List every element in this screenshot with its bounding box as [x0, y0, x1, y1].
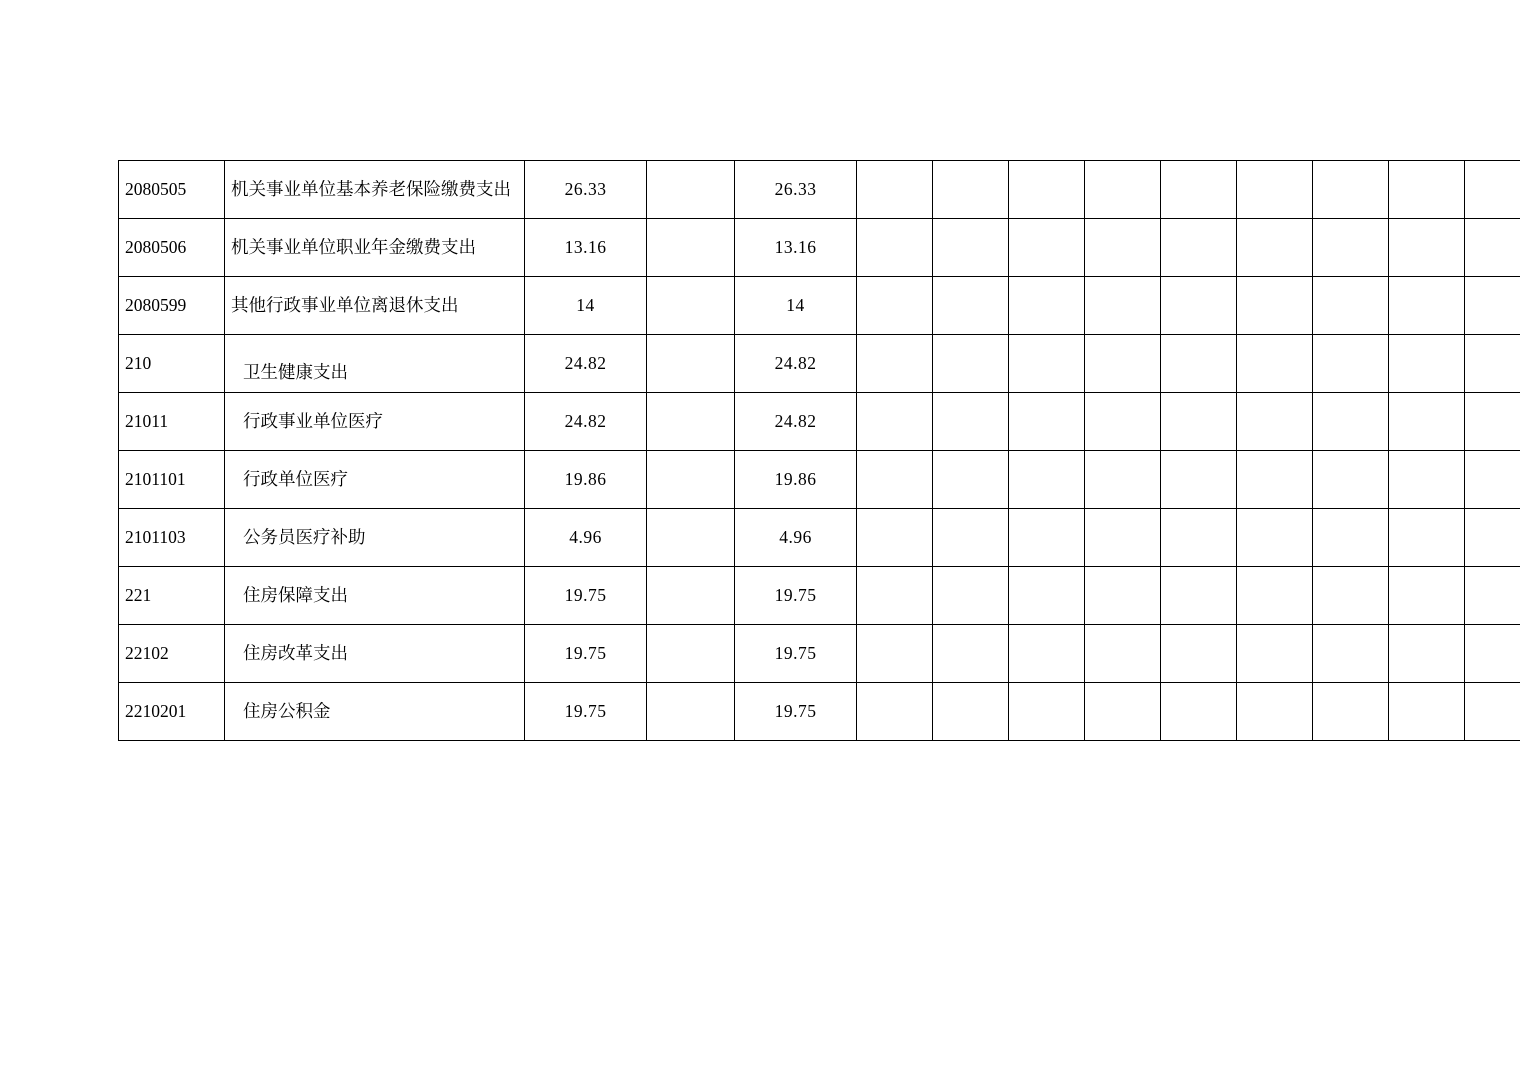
row-value-2	[647, 625, 735, 683]
row-value-12	[1465, 393, 1520, 451]
table-row	[119, 625, 1520, 683]
row-value-6	[1009, 219, 1085, 277]
row-value-6	[1009, 335, 1085, 393]
row-value-1: 24.82	[525, 393, 647, 451]
row-code: 2080599	[119, 277, 225, 335]
row-value-8	[1161, 509, 1237, 567]
row-value-6	[1009, 451, 1085, 509]
row-name: 机关事业单位基本养老保险缴费支出	[225, 161, 525, 219]
row-value-9	[1237, 161, 1313, 219]
row-value-9	[1237, 335, 1313, 393]
budget-table	[118, 160, 1520, 741]
row-value-6	[1009, 393, 1085, 451]
row-value-10	[1313, 277, 1389, 335]
row-value-7	[1085, 567, 1161, 625]
budget-table-container	[118, 160, 1386, 741]
row-value-5	[933, 451, 1009, 509]
row-value-9	[1237, 567, 1313, 625]
table-row	[119, 567, 1520, 625]
row-code: 2080505	[119, 161, 225, 219]
row-value-3: 26.33	[735, 161, 857, 219]
row-value-2	[647, 451, 735, 509]
row-value-11	[1389, 625, 1465, 683]
table-row	[119, 451, 1520, 509]
row-value-12	[1465, 277, 1520, 335]
row-value-12	[1465, 625, 1520, 683]
row-value-6	[1009, 683, 1085, 741]
table-row	[119, 335, 1520, 393]
row-value-4	[857, 567, 933, 625]
budget-table-body	[119, 161, 1520, 741]
row-value-1: 14	[525, 277, 647, 335]
row-value-2	[647, 335, 735, 393]
row-value-1: 19.75	[525, 625, 647, 683]
row-value-9	[1237, 625, 1313, 683]
row-name: 行政单位医疗	[225, 451, 525, 509]
row-value-11	[1389, 451, 1465, 509]
row-value-11	[1389, 567, 1465, 625]
row-value-12	[1465, 683, 1520, 741]
row-value-9	[1237, 277, 1313, 335]
row-value-8	[1161, 393, 1237, 451]
row-value-5	[933, 683, 1009, 741]
row-value-7	[1085, 451, 1161, 509]
row-value-11	[1389, 683, 1465, 741]
row-value-4	[857, 683, 933, 741]
row-name: 公务员医疗补助	[225, 509, 525, 567]
row-code: 2101101	[119, 451, 225, 509]
row-value-7	[1085, 219, 1161, 277]
row-value-1: 19.75	[525, 683, 647, 741]
row-value-10	[1313, 393, 1389, 451]
row-name: 住房公积金	[225, 683, 525, 741]
row-value-9	[1237, 219, 1313, 277]
row-value-10	[1313, 509, 1389, 567]
row-value-2	[647, 393, 735, 451]
row-value-2	[647, 161, 735, 219]
row-name: 住房改革支出	[225, 625, 525, 683]
row-value-3: 19.75	[735, 683, 857, 741]
row-value-4	[857, 277, 933, 335]
row-value-1: 24.82	[525, 335, 647, 393]
row-value-7	[1085, 335, 1161, 393]
row-value-11	[1389, 219, 1465, 277]
table-row	[119, 393, 1520, 451]
row-value-5	[933, 335, 1009, 393]
row-value-9	[1237, 683, 1313, 741]
row-value-4	[857, 335, 933, 393]
row-code: 210	[119, 335, 225, 393]
row-value-6	[1009, 567, 1085, 625]
table-row	[119, 509, 1520, 567]
row-value-7	[1085, 393, 1161, 451]
row-name: 机关事业单位职业年金缴费支出	[225, 219, 525, 277]
row-value-3: 4.96	[735, 509, 857, 567]
row-value-11	[1389, 161, 1465, 219]
row-value-5	[933, 277, 1009, 335]
row-value-8	[1161, 625, 1237, 683]
row-value-6	[1009, 161, 1085, 219]
row-value-3: 24.82	[735, 335, 857, 393]
row-value-2	[647, 509, 735, 567]
row-value-4	[857, 161, 933, 219]
table-row	[119, 683, 1520, 741]
row-value-6	[1009, 509, 1085, 567]
row-value-4	[857, 625, 933, 683]
row-value-4	[857, 451, 933, 509]
row-value-5	[933, 161, 1009, 219]
row-value-12	[1465, 567, 1520, 625]
table-row	[119, 161, 1520, 219]
row-value-2	[647, 277, 735, 335]
row-value-2	[647, 219, 735, 277]
row-value-10	[1313, 219, 1389, 277]
row-value-11	[1389, 335, 1465, 393]
row-value-10	[1313, 625, 1389, 683]
row-value-6	[1009, 277, 1085, 335]
row-value-1: 26.33	[525, 161, 647, 219]
row-name: 住房保障支出	[225, 567, 525, 625]
row-value-10	[1313, 567, 1389, 625]
row-value-11	[1389, 277, 1465, 335]
row-value-10	[1313, 161, 1389, 219]
row-value-12	[1465, 335, 1520, 393]
row-code: 2210201	[119, 683, 225, 741]
row-value-8	[1161, 277, 1237, 335]
row-value-3: 13.16	[735, 219, 857, 277]
row-value-3: 14	[735, 277, 857, 335]
row-value-7	[1085, 625, 1161, 683]
row-value-8	[1161, 567, 1237, 625]
row-value-5	[933, 509, 1009, 567]
table-row	[119, 219, 1520, 277]
row-value-12	[1465, 161, 1520, 219]
row-value-10	[1313, 683, 1389, 741]
row-value-12	[1465, 219, 1520, 277]
row-value-11	[1389, 509, 1465, 567]
row-value-3: 24.82	[735, 393, 857, 451]
row-value-5	[933, 219, 1009, 277]
row-value-4	[857, 509, 933, 567]
row-code: 21011	[119, 393, 225, 451]
row-value-3: 19.75	[735, 567, 857, 625]
row-value-7	[1085, 509, 1161, 567]
row-value-8	[1161, 683, 1237, 741]
row-value-1: 13.16	[525, 219, 647, 277]
row-value-4	[857, 393, 933, 451]
row-name	[225, 335, 525, 393]
row-value-9	[1237, 509, 1313, 567]
row-value-1: 4.96	[525, 509, 647, 567]
row-value-5	[933, 393, 1009, 451]
row-name: 行政事业单位医疗	[225, 393, 525, 451]
row-value-12	[1465, 451, 1520, 509]
row-value-9	[1237, 393, 1313, 451]
row-value-3: 19.86	[735, 451, 857, 509]
row-value-5	[933, 625, 1009, 683]
row-code: 2080506	[119, 219, 225, 277]
row-value-2	[647, 683, 735, 741]
row-value-4	[857, 219, 933, 277]
row-value-7	[1085, 683, 1161, 741]
row-value-1: 19.86	[525, 451, 647, 509]
row-value-8	[1161, 335, 1237, 393]
row-code: 221	[119, 567, 225, 625]
row-value-10	[1313, 335, 1389, 393]
row-name: 其他行政事业单位离退休支出	[225, 277, 525, 335]
row-value-8	[1161, 451, 1237, 509]
row-value-12	[1465, 509, 1520, 567]
row-value-6	[1009, 625, 1085, 683]
row-value-5	[933, 567, 1009, 625]
row-value-8	[1161, 161, 1237, 219]
row-code: 2101103	[119, 509, 225, 567]
row-value-10	[1313, 451, 1389, 509]
row-value-9	[1237, 451, 1313, 509]
row-value-7	[1085, 277, 1161, 335]
row-value-7	[1085, 161, 1161, 219]
table-row	[119, 277, 1520, 335]
row-value-1: 19.75	[525, 567, 647, 625]
row-value-3: 19.75	[735, 625, 857, 683]
row-name-text: 卫生健康支出	[243, 361, 348, 382]
row-value-2	[647, 567, 735, 625]
row-value-11	[1389, 393, 1465, 451]
row-value-8	[1161, 219, 1237, 277]
row-code: 22102	[119, 625, 225, 683]
